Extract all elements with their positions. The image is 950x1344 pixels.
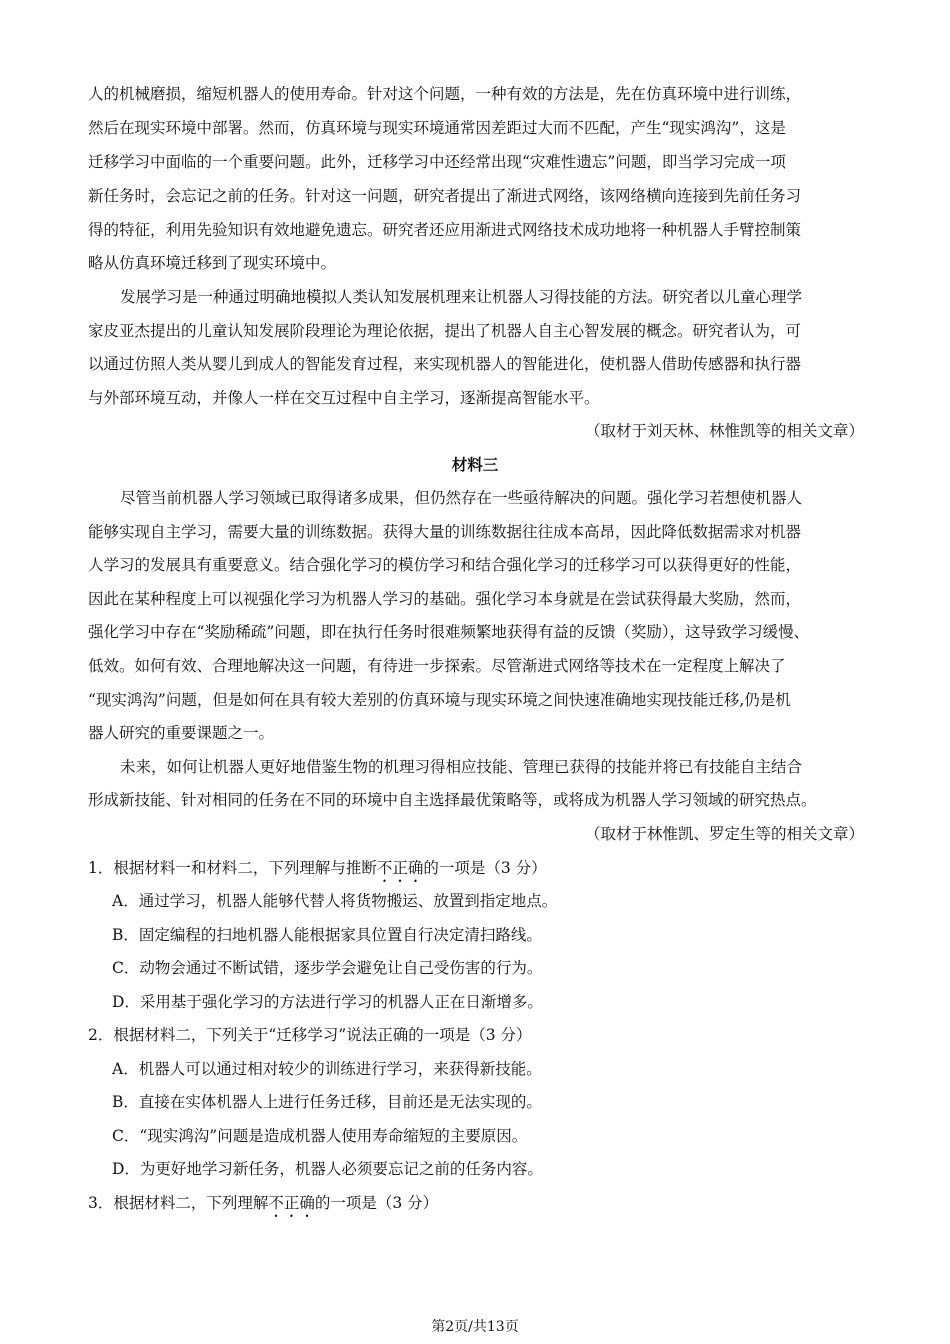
text-line: 与外部环境互动，并像人一样在交互过程中自主学习，逐渐提高智能水平。 <box>88 389 600 407</box>
text-line: 因此在某种程度上可以视强化学习为机器人学习的基础。强化学习本身就是在尝试获得最大奖励，然而， <box>88 590 802 608</box>
question-2-option-d: D．为更好地学习新任务，机器人必须要忘记之前的任务内容。 <box>112 1160 543 1178</box>
emphasis-text: 不正确 <box>268 1194 315 1212</box>
question-1-option-c: C．动物会通过不断试错，逐步学会避免让自己受伤害的行为。 <box>112 959 543 977</box>
text-line: 发展学习是一种通过明确地模拟人类认知发展机理来让机器人习得技能的方法。研究者以儿童心理学 <box>120 288 803 306</box>
text-line: 形成新技能、针对相同的任务在不同的环境中自主选择最优策略等，或将成为机器人学习领域的研究热点。 <box>88 791 817 809</box>
text-line: 人学习的发展具有重要意义。结合强化学习的模仿学习和结合强化学习的迁移学习可以获得更好的性能， <box>88 556 802 574</box>
text-line: 得的特征，利用先验知识有效地避免遗忘。研究者还应用渐进式网络技术成功地将一种机器人手臂控制策 <box>88 221 802 239</box>
text-line: 尽管当前机器人学习领域已取得诸多成果，但仍然存在一些亟待解决的问题。强化学习若想使机器人 <box>120 489 803 507</box>
text-line: 低效。如何有效、合理地解决这一问题，有待进一步探索。尽管渐进式网络等技术在一定程度上解决了 <box>88 657 786 675</box>
text-line: 强化学习中存在“奖励稀疏”问题，即在执行任务时很难频繁地获得有益的反馈（奖励），这导致学习缓慢、 <box>88 623 810 641</box>
question-stem-part: 的一项是（3 分） <box>314 1194 439 1212</box>
text-line: 人的机械磨损，缩短机器人的使用寿命。针对这个问题，一种有效的方法是，先在仿真环境中进行训练， <box>88 85 802 103</box>
question-2-stem: 2．根据材料二，下列关于“迁移学习”说法正确的一项是（3 分） <box>88 1026 532 1044</box>
emphasis-text: 不正确 <box>376 859 424 877</box>
text-line: 能够实现自主学习，需要大量的训练数据。获得大量的训练数据往往成本高昂，因此降低数据需求对机器 <box>88 523 802 541</box>
question-1-option-d: D．采用基于强化学习的方法进行学习的机器人正在日渐增多。 <box>112 993 543 1011</box>
text-line: 略从仿真环境迁移到了现实环境中。 <box>88 254 337 272</box>
source-citation: （取材于刘天林、林惟凯等的相关文章） <box>584 422 864 440</box>
text-line: 未来，如何让机器人更好地借鉴生物的机理习得相应技能、管理已获得的技能并将已有技能自主结合 <box>120 758 803 776</box>
section-title: 材料三 <box>451 455 499 474</box>
source-citation: （取材于林惟凯、罗定生等的相关文章） <box>584 825 864 843</box>
question-stem-part: 的一项是（3 分） <box>423 859 547 877</box>
text-line: 新任务时，会忘记之前的任务。针对这一问题，研究者提出了渐进式网络，该网络横向连接到先前任务习 <box>88 187 802 205</box>
question-2-option-c: C．“现实鸿沟”问题是造成机器人使用寿命缩短的主要原因。 <box>112 1127 528 1145</box>
text-line: 然后在现实环境中部署。然而，仿真环境与现实环境通常因差距过大而不匹配，产生“现实鸿沟”，这是 <box>88 119 786 137</box>
question-2-option-a: A．机器人可以通过相对较少的训练进行学习，来获得新技能。 <box>112 1060 542 1078</box>
question-2-option-b: B．直接在实体机器人上进行任务迁移，目前还是无法实现的。 <box>112 1093 542 1111</box>
question-1-option-a: A．通过学习，机器人能够代替人将货物搬运、放置到指定地点。 <box>112 892 558 910</box>
text-line: 家皮亚杰提出的儿童认知发展阶段理论为理论依据，提出了机器人自主心智发展的概念。研究者认为，可 <box>88 322 802 340</box>
text-line: 迁移学习中面临的一个重要问题。此外，迁移学习中还经常出现“灾难性遗忘”问题，即当学习完成一项 <box>88 153 786 171</box>
question-1-stem <box>88 858 864 886</box>
question-1-option-b: B．固定编程的扫地机器人能根据家具位置自行决定清扫路线。 <box>112 926 542 944</box>
text-line: “现实鸿沟”问题，但是如何在具有较大差别的仿真环境与现实环境之间快速准确地实现技能迁移,仍是机 <box>88 691 791 709</box>
text-line: 器人研究的重要课题之一。 <box>88 724 275 742</box>
question-3-stem <box>88 1193 864 1221</box>
question-stem-part: 3．根据材料二，下列理解 <box>88 1194 269 1212</box>
question-stem-part: 1．根据材料一和材料二，下列理解与推断 <box>88 859 377 877</box>
text-line: 以通过仿照人类从婴儿到成人的智能发育过程，来实现机器人的智能进化，使机器人借助传感器和执行器 <box>88 355 802 373</box>
page-number: 第2页/共13页 <box>431 1319 519 1335</box>
